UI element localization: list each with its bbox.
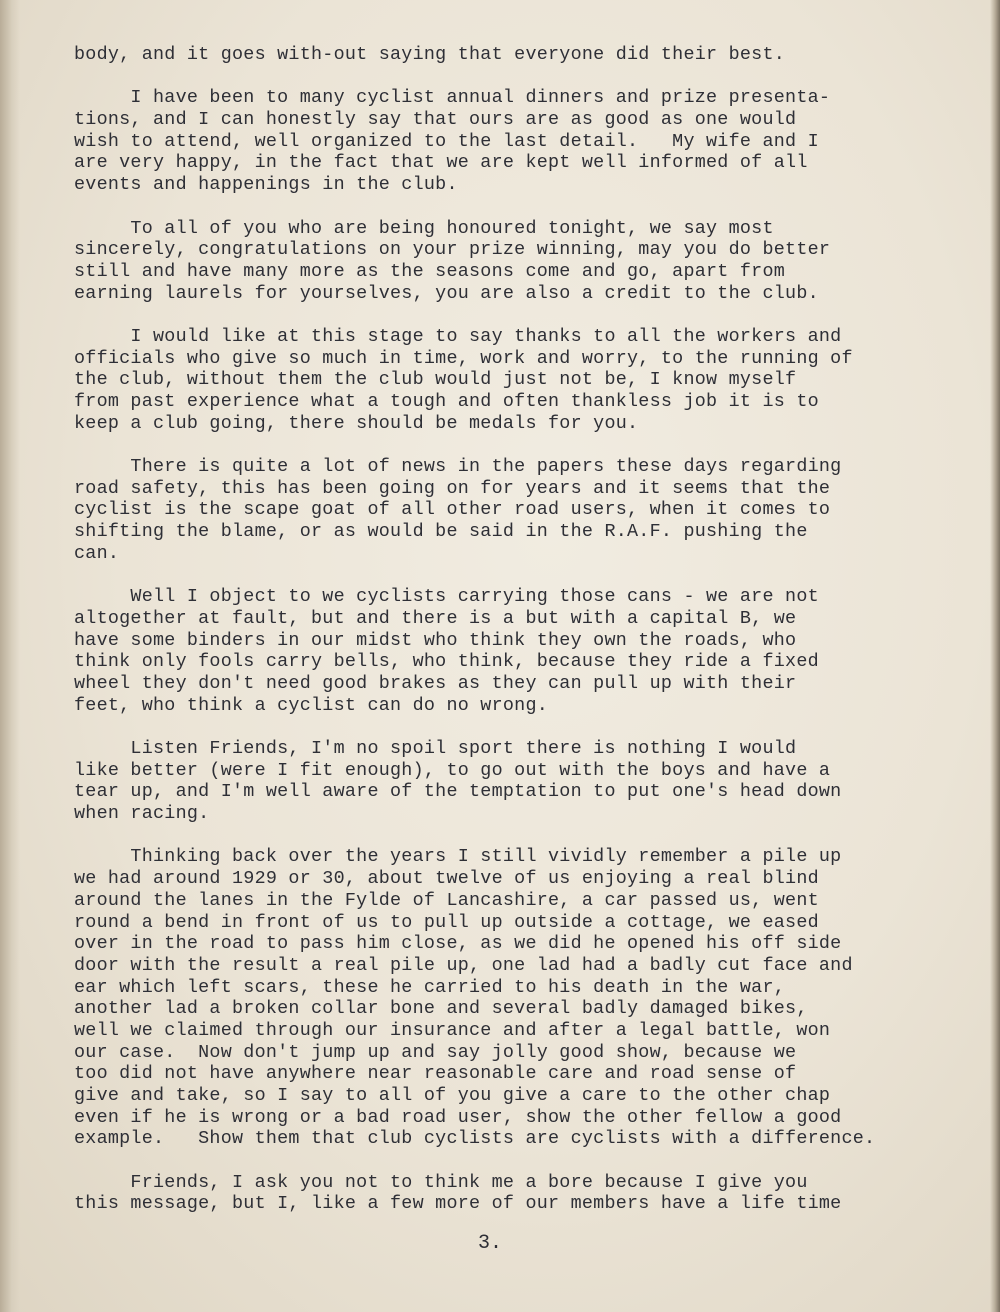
text-line: our case. Now don't jump up and say jolly good show, because we bbox=[74, 1041, 797, 1063]
text-line: example. Show them that club cyclists are cyclists with a difference. bbox=[74, 1128, 876, 1150]
text-line: this message, but I, like a few more of our members have a life time bbox=[74, 1193, 842, 1215]
text-line: round a bend in front of us to pull up outside a cottage, we eased bbox=[74, 911, 819, 933]
text-line: tions, and I can honestly say that ours are as good as one would bbox=[74, 109, 797, 131]
text-line: another lad a broken collar bone and several badly damaged bikes, bbox=[74, 998, 808, 1020]
text-line: wheel they don't need good brakes as they can pull up with their bbox=[74, 672, 797, 694]
text-line: ear which left scars, these he carried to his death in the war, bbox=[74, 976, 786, 998]
text-line: events and happenings in the club. bbox=[74, 174, 458, 196]
text-line: well we claimed through our insurance and after a legal battle, won bbox=[74, 1019, 831, 1041]
paragraph bbox=[74, 218, 974, 305]
page-number: 3. bbox=[478, 1232, 503, 1255]
text-line: altogether at fault, but and there is a but with a capital B, we bbox=[74, 607, 797, 629]
paragraph-gap bbox=[74, 304, 974, 326]
typed-text-body bbox=[74, 44, 974, 1215]
paragraph-gap bbox=[74, 716, 974, 738]
text-line: give and take, so I say to all of you give a care to the other chap bbox=[74, 1085, 831, 1106]
text-line: shifting the blame, or as would be said in the R.A.F. pushing the bbox=[74, 521, 808, 543]
text-line: I have been to many cyclist annual dinners and prize presenta- bbox=[74, 87, 831, 109]
paragraph bbox=[74, 44, 974, 66]
paragraph bbox=[74, 846, 974, 1150]
text-line: cyclist is the scape goat of all other road users, when it comes to bbox=[74, 499, 831, 521]
text-line: tear up, and I'm well aware of the temptation to put one's head down bbox=[74, 781, 842, 803]
text-line: from past experience what a tough and often thankless job it is to bbox=[74, 391, 819, 412]
text-line: Friends, I ask you not to think me a bore because I give you bbox=[74, 1171, 808, 1193]
text-line: earning laurels for yourselves, you are also a credit to the club. bbox=[74, 282, 819, 304]
text-line: can. bbox=[74, 542, 120, 564]
text-line: think only fools carry bells, who think, because they ride a fixed bbox=[74, 651, 819, 673]
text-line: door with the result a real pile up, one lad had a badly cut face and bbox=[74, 954, 853, 976]
text-line: around the lanes in the Fylde of Lancashire, a car passed us, went bbox=[74, 889, 819, 911]
paragraph bbox=[74, 87, 974, 195]
text-line: feet, who think a cyclist can do no wrong. bbox=[74, 694, 549, 716]
text-line: even if he is wrong or a bad road user, show the other fellow a good bbox=[74, 1106, 842, 1128]
text-line: the club, without them the club would just not be, I know myself bbox=[74, 369, 797, 391]
text-line: over in the road to pass him close, as we did he opened his off side bbox=[74, 933, 842, 955]
text-line: I would like at this stage to say thanks to all the workers and bbox=[74, 325, 842, 347]
text-line: still and have many more as the seasons come and go, apart from bbox=[74, 260, 786, 282]
paragraph-gap bbox=[74, 434, 974, 456]
paragraph bbox=[74, 456, 974, 564]
text-line: like better (were I fit enough), to go out with the boys and have a bbox=[74, 759, 831, 781]
paragraph bbox=[74, 738, 974, 825]
page-fold-shadow bbox=[0, 0, 20, 1312]
text-line: There is quite a lot of news in the papers these days regarding bbox=[74, 456, 842, 478]
text-line: Listen Friends, I'm no spoil sport there is nothing I would bbox=[74, 738, 797, 759]
text-line: when racing. bbox=[74, 803, 210, 825]
paragraph-gap bbox=[74, 66, 974, 88]
paragraph-gap bbox=[74, 196, 974, 218]
text-line: To all of you who are being honoured tonight, we say most bbox=[74, 217, 774, 239]
text-line: are very happy, in the fact that we are kept well informed of all bbox=[74, 152, 808, 174]
text-line: body, and it goes with-out saying that everyone did their best. bbox=[74, 44, 786, 65]
text-line: sincerely, congratulations on your prize winning, may you do better bbox=[74, 239, 831, 261]
text-line: road safety, this has been going on for years and it seems that the bbox=[74, 477, 831, 499]
text-line: officials who give so much in time, work and worry, to the running of bbox=[74, 347, 853, 369]
paragraph-gap bbox=[74, 1150, 974, 1172]
paragraph-gap bbox=[74, 565, 974, 587]
text-line: have some binders in our midst who think they own the roads, who bbox=[74, 629, 797, 651]
text-line: Well I object to we cyclists carrying those cans - we are not bbox=[74, 586, 819, 608]
paragraph-gap bbox=[74, 825, 974, 847]
page-edge-shadow bbox=[990, 0, 1000, 1312]
text-line: too did not have anywhere near reasonable care and road sense of bbox=[74, 1063, 797, 1085]
paragraph bbox=[74, 1172, 974, 1215]
paragraph bbox=[74, 586, 974, 716]
text-line: keep a club going, there should be medals for you. bbox=[74, 412, 639, 434]
paragraph bbox=[74, 326, 974, 434]
text-line: wish to attend, well organized to the last detail. My wife and I bbox=[74, 130, 819, 152]
text-line: we had around 1929 or 30, about twelve of us enjoying a real blind bbox=[74, 868, 819, 890]
text-line: Thinking back over the years I still vividly remember a pile up bbox=[74, 846, 842, 868]
